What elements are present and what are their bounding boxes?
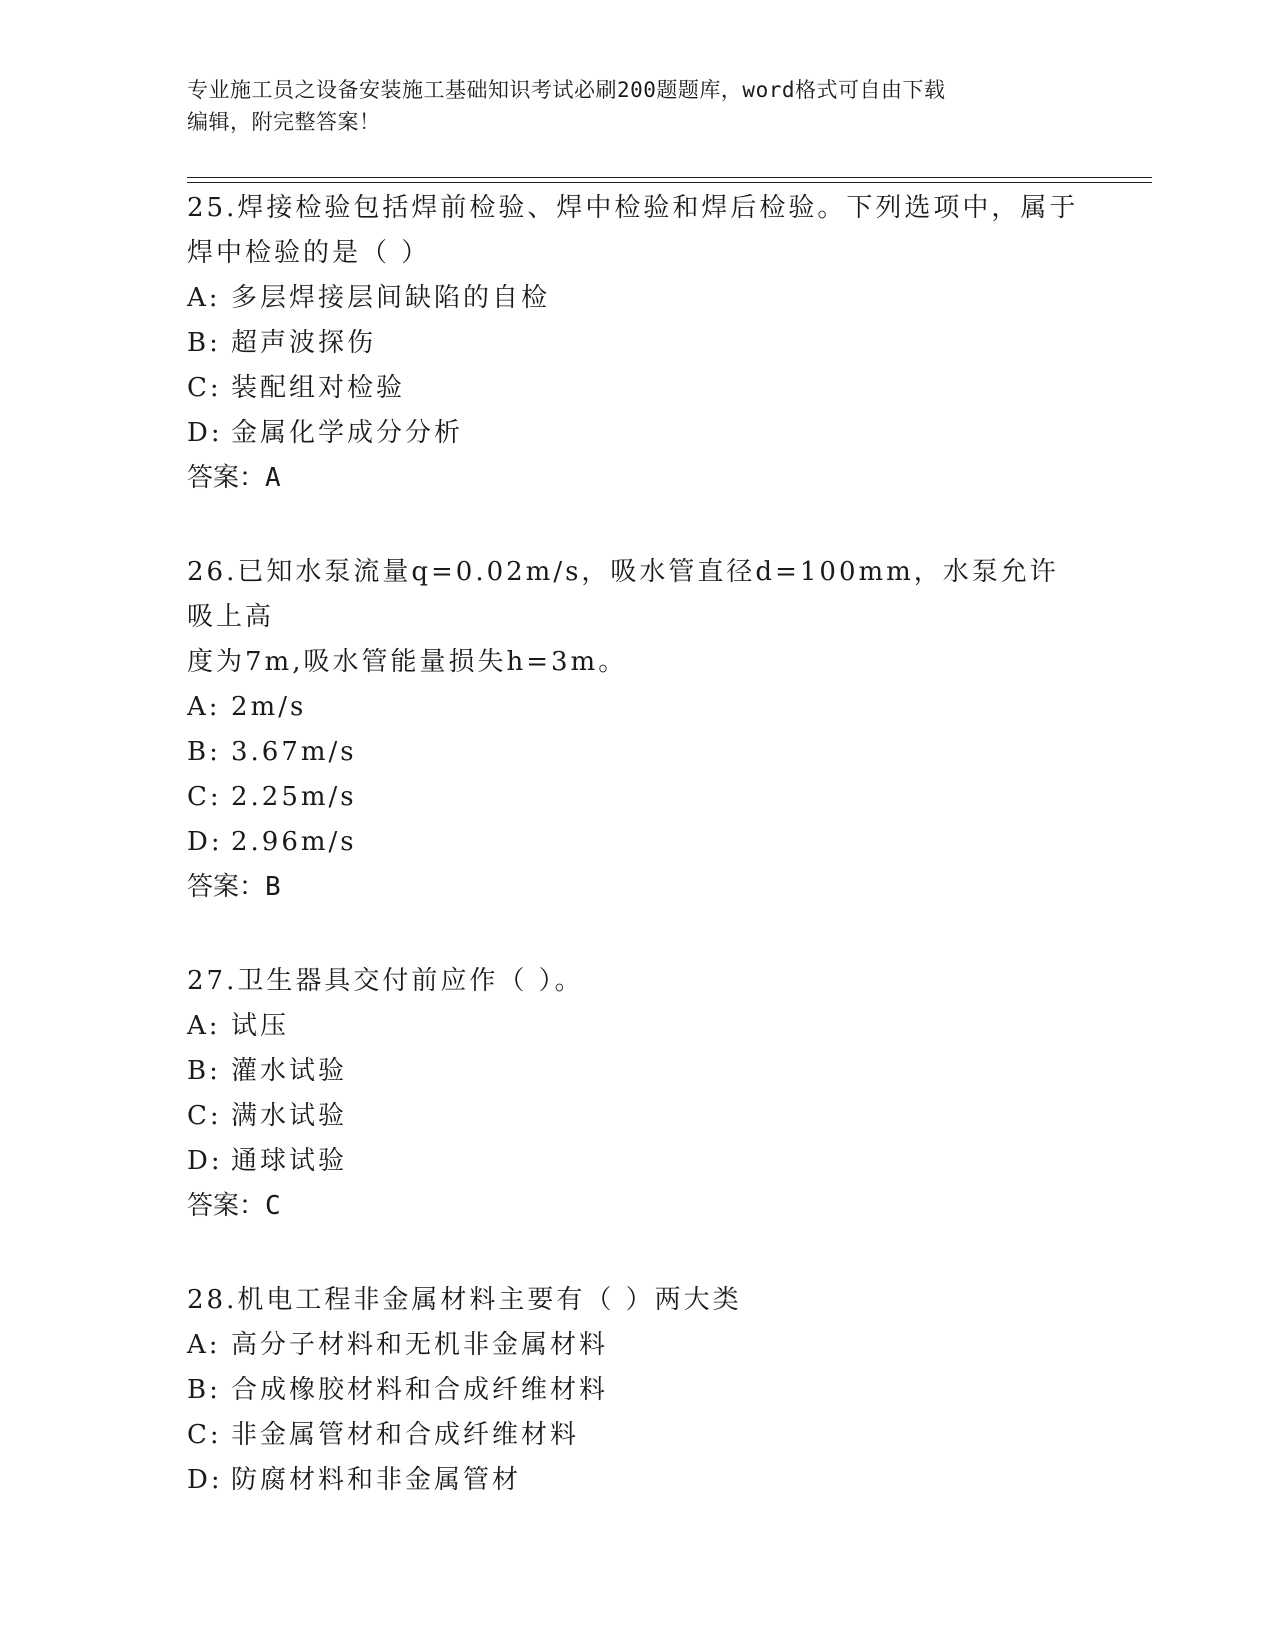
option-letter: B: [187,737,221,767]
header-title-line-2: 编辑，附完整答案！ [187,110,381,134]
question-28 [187,1278,1087,1503]
option-b [187,730,1087,775]
question-stem-line-2: 焊中检验的是（ ） [187,238,431,268]
document-header [187,74,1067,138]
option-letter: C: [187,373,222,403]
option-letter: A: [187,692,221,722]
option-d [187,411,1087,456]
option-letter: C: [187,1420,222,1450]
option-d [187,1139,1087,1184]
question-27 [187,959,1087,1229]
option-a [187,276,1087,321]
option-letter: D: [187,418,223,448]
option-d [187,1458,1087,1503]
option-b [187,1049,1087,1094]
option-text: 非金属管材和合成纤维材料 [231,1420,580,1450]
option-letter: A: [187,1330,221,1360]
option-letter: A: [187,1011,221,1041]
header-title-line-1: 专业施工员之设备安装施工基础知识考试必刷200题题库，word格式可自由下载 [187,78,946,102]
option-c [187,1413,1087,1458]
question-26 [187,550,1087,910]
answer-label: 答案：C [187,1191,281,1221]
option-text: 合成橡胶材料和合成纤维材料 [231,1375,609,1405]
header-divider-top [187,177,1152,178]
header-divider-bottom [187,182,1152,183]
option-text: 通球试验 [231,1146,348,1176]
option-letter: A: [187,283,221,313]
option-text: 防腐材料和非金属管材 [231,1465,522,1495]
question-stem-line-2: 度为7m,吸水管能量损失h=3m。 [187,647,628,677]
question-stem-line-1: 26.已知水泵流量q=0.02m/s，吸水管直径d=100mm，水泵允许吸上高 [187,557,1059,632]
option-c [187,1094,1087,1139]
option-letter: D: [187,1146,223,1176]
option-a [187,1323,1087,1368]
option-letter: B: [187,1056,221,1086]
option-a [187,1004,1087,1049]
option-letter: D: [187,827,223,857]
option-letter: C: [187,1101,222,1131]
option-c [187,775,1087,820]
answer-label: 答案：A [187,463,281,493]
option-text: 3.67m/s [231,737,357,767]
question-stem-line-1: 28.机电工程非金属材料主要有（ ）两大类 [187,1285,742,1315]
option-c [187,366,1087,411]
option-text: 2.96m/s [231,827,357,857]
option-text: 多层焊接层间缺陷的自检 [231,283,551,313]
question-list [187,186,1087,1552]
option-text: 满水试验 [231,1101,348,1131]
answer-label: 答案：B [187,872,281,902]
option-letter: C: [187,782,222,812]
option-text: 装配组对检验 [231,373,406,403]
question-25 [187,186,1087,501]
option-a [187,685,1087,730]
option-text: 试压 [231,1011,290,1041]
question-stem-line-1: 27.卫生器具交付前应作（ ）。 [187,966,584,996]
option-text: 灌水试验 [231,1056,348,1086]
option-b [187,321,1087,366]
option-letter: B: [187,1375,221,1405]
option-text: 2.25m/s [231,782,357,812]
option-text: 高分子材料和无机非金属材料 [231,1330,609,1360]
option-text: 超声波探伤 [231,328,377,358]
option-letter: D: [187,1465,223,1495]
question-stem-line-1: 25.焊接检验包括焊前检验、焊中检验和焊后检验。下列选项中，属于 [187,193,1079,223]
option-b [187,1368,1087,1413]
option-text: 2m/s [231,692,307,722]
option-text: 金属化学成分分析 [231,418,464,448]
option-letter: B: [187,328,221,358]
option-d [187,820,1087,865]
